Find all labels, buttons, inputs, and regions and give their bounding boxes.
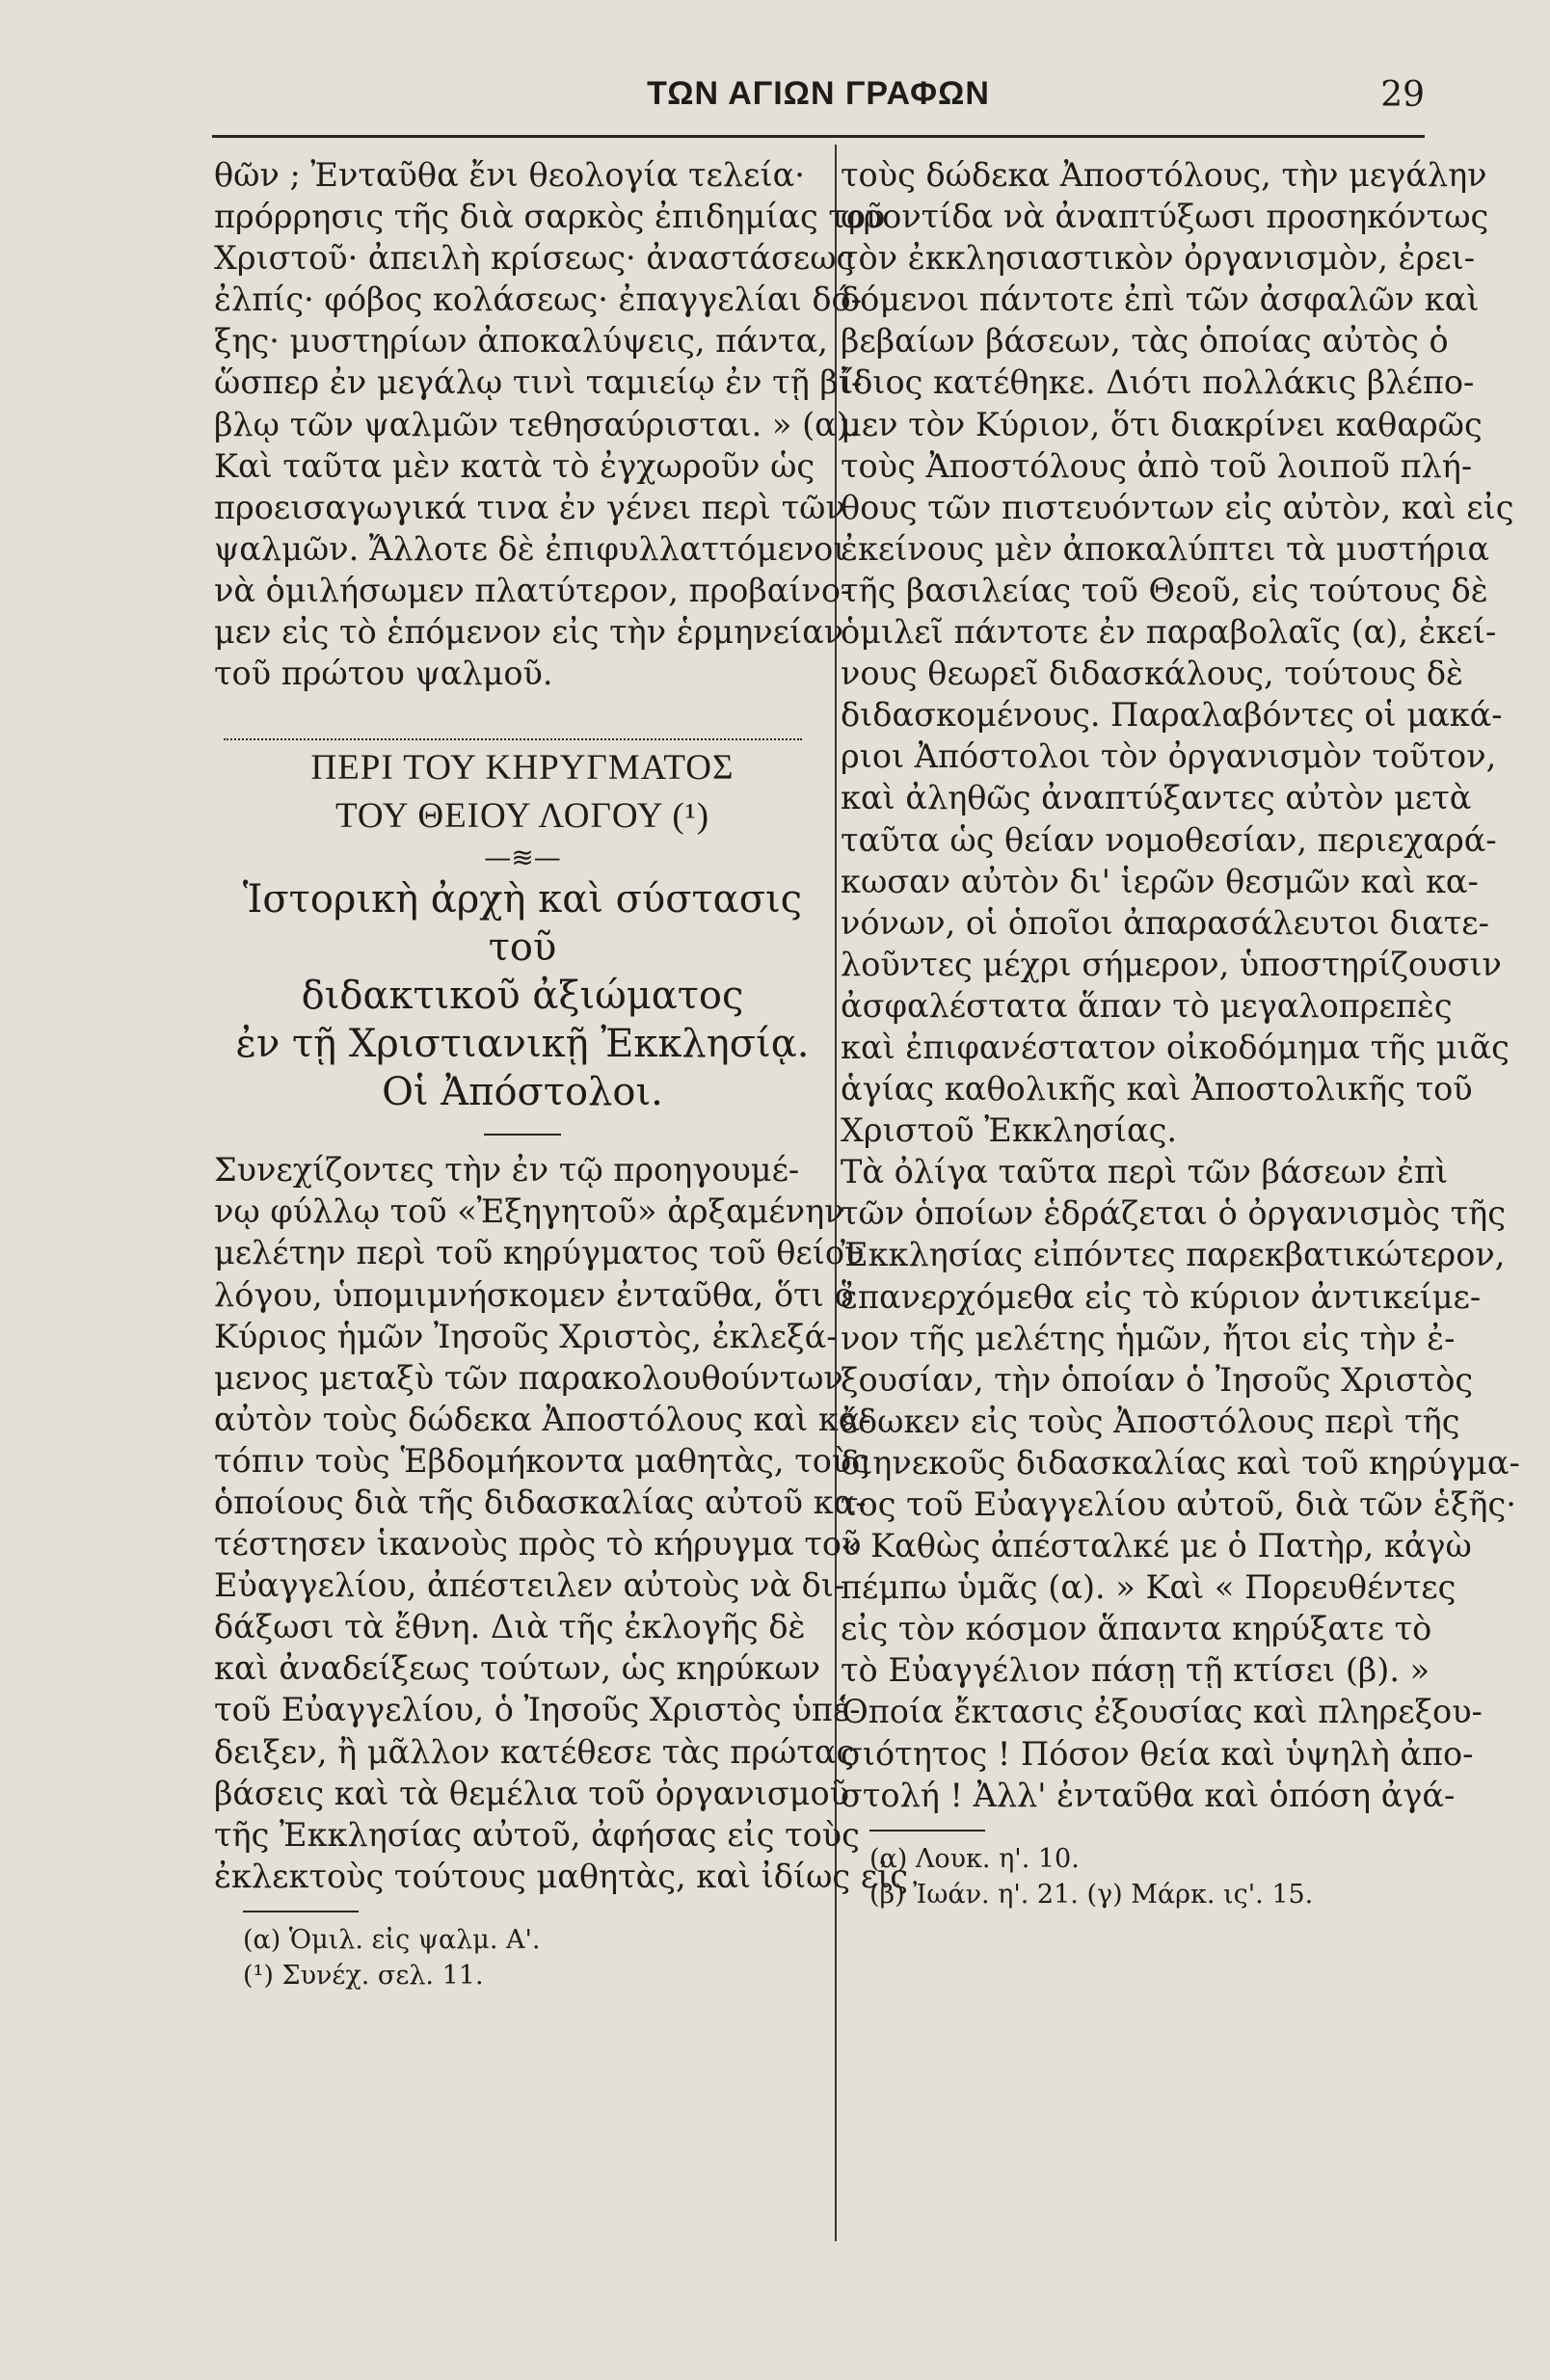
text-line: διδασκομένους. Παραλαβόντες οἱ μακά- <box>841 696 1503 735</box>
section-divider-wavy-rule <box>224 702 802 740</box>
text-line: « Καθὼς ἀπέσταλκέ με ὁ Πατὴρ, κἀγὼ <box>841 1527 1472 1565</box>
right-body-paragraph <box>841 154 1520 1816</box>
text-line: δειξεν, ἢ μᾶλλον κατέθεσε τὰς πρώτας <box>214 1732 855 1771</box>
text-line: σιότητος ! Πόσον θεία καὶ ὑψηλὴ ἀπο- <box>841 1734 1474 1773</box>
text-line: τῆς Ἐκκλησίας αὐτοῦ, ἀφήσας εἰς τοὺς <box>214 1815 860 1854</box>
running-title: ΤΩΝ ΑΓΙΩΝ ΓΡΑΦΩΝ <box>647 75 990 112</box>
text-line: ἐκείνους μὲν ἀποκαλύπτει τὰ μυστήρια <box>841 529 1489 568</box>
text-line: νῳ φύλλῳ τοῦ «Ἐξηγητοῦ» ἀρξαμένην <box>214 1192 844 1231</box>
text-line: ψαλμῶν. Ἄλλοτε δὲ ἐπιφυλλαττόμενοι <box>214 529 846 568</box>
text-line: ὥσπερ ἐν μεγάλῳ τινὶ ταμιείῳ ἐν τῇ βί- <box>214 363 863 402</box>
text-line: Ἐκκλησίας εἰπόντες παρεκβατικώτερον, <box>841 1236 1506 1274</box>
text-line: Καὶ ταῦτα μὲν κατὰ τὸ ἐγχωροῦν ὡς <box>214 446 815 485</box>
text-line: προεισαγωγικά τινα ἐν γένει περὶ τῶν <box>214 488 845 526</box>
text-line: καὶ ἐπιφανέστατον οἰκοδόμημα τῆς μιᾶς <box>841 1028 1510 1066</box>
text-line: ἀσφαλέστατα ἅπαν τὸ μεγαλοπρεπὲς <box>841 986 1453 1025</box>
text-line: τῶν ὁποίων ἑδράζεται ὁ ὀργανισμὸς τῆς <box>841 1194 1507 1233</box>
text-line: ἐπανερχόμεθα εἰς τὸ κύριον ἀντικείμε- <box>841 1277 1482 1316</box>
text-line: νὰ ὁμιλήσωμεν πλατύτερον, προβαίνο- <box>214 571 852 609</box>
text-line: ἐλπίς· φόβος κολάσεως· ἐπαγγελίαι δό- <box>214 281 862 319</box>
footnote: (α) Λουκ. η'. 10. <box>869 1843 1080 1874</box>
text-line: θῶν ; Ἐνταῦθα ἔνι θεολογία τελεία· <box>214 156 805 194</box>
text-line: πέμπω ὑμᾶς (α). » Καὶ « Πορευθέντες <box>841 1568 1456 1607</box>
text-line: νόνων, οἱ ὁποῖοι ἀπαρασάλευτοι διατε- <box>841 903 1489 942</box>
text-line: βάσεις καὶ τὰ θεμέλια τοῦ ὀργανισμοῦ <box>214 1774 850 1812</box>
text-line: τοὺς Ἀποστόλους ἀπὸ τοῦ λοιποῦ πλή- <box>841 446 1473 485</box>
text-line: λοῦντες μέχρι σήμερον, ὑποστηρίζουσιν <box>841 945 1502 983</box>
left-column <box>214 154 909 1993</box>
text-line: μενος μεταξὺ τῶν παρακολουθούντων <box>214 1358 843 1397</box>
text-line: τοῦ Εὐαγγελίου, ὁ Ἰησοῦς Χριστὸς ὑπέ- <box>214 1691 861 1729</box>
text-line: τέστησεν ἱκανοὺς πρὸς τὸ κήρυγμα τοῦ <box>214 1525 862 1564</box>
text-line: στολή ! Ἀλλ' ἐνταῦθα καὶ ὁπόση ἀγά- <box>841 1776 1456 1814</box>
page-number: 29 <box>1380 75 1425 115</box>
running-head <box>212 75 1425 123</box>
text-line: μεν τὸν Κύριον, ὅτι διακρίνει καθαρῶς <box>841 405 1483 443</box>
footnote-rule-left <box>243 1911 359 1912</box>
text-line: βλῳ τῶν ψαλμῶν τεθησαύρισται. » (α). <box>214 405 860 443</box>
text-line: Ὁποία ἔκτασις ἐξουσίας καὶ πληρεξου- <box>841 1693 1483 1731</box>
text-line: τῆς βασιλείας τοῦ Θεοῦ, εἰς τούτους δὲ <box>841 571 1488 609</box>
header-rule <box>212 135 1425 138</box>
section-heading-line-2: ΤΟΥ ΘΕΙΟΥ ΛΟΓΟΥ (¹) <box>334 796 710 837</box>
text-line: βεβαίων βάσεων, τὰς ὁποίας αὐτὸς ὁ <box>841 322 1449 361</box>
footnote: (β) Ἰωάν. η'. 21. (γ) Μάρκ. ις'. 15. <box>869 1879 1314 1910</box>
ornament: —≋— <box>484 842 561 874</box>
text-line: λόγου, ὑπομιμνήσκομεν ἐνταῦθα, ὅτι ὁ <box>214 1275 854 1314</box>
text-line: Τὰ ὀλίγα ταῦτα περὶ τῶν βάσεων ἐπὶ <box>841 1153 1449 1191</box>
text-line: καὶ ἀναδείξεως τούτων, ὡς κηρύκων <box>214 1649 821 1688</box>
text-line: τοῦ πρώτου ψαλμοῦ. <box>214 655 553 693</box>
text-line: ὁμιλεῖ πάντοτε ἐν παραβολαῖς (α), ἐκεί- <box>841 613 1497 652</box>
text-line: Χριστοῦ· ἀπειλὴ κρίσεως· ἀναστάσεως <box>214 239 855 278</box>
text-line: κωσαν αὐτὸν δι' ἱερῶν θεσμῶν καὶ κα- <box>841 862 1479 900</box>
subheading-line: Ἱστορικὴ ἀρχὴ καὶ σύστασις τοῦ <box>242 877 803 971</box>
text-line: δόμενοι πάντοτε ἐπὶ τῶν ἀσφαλῶν καὶ <box>841 281 1480 319</box>
footnote: (¹) Συνέχ. σελ. 11. <box>243 1960 484 1991</box>
subheading-line: ἐν τῇ Χριστιανικῇ Ἐκκλησίᾳ. <box>235 1022 810 1067</box>
subheading <box>214 875 831 1116</box>
text-line: Συνεχίζοντες τὴν ἐν τῷ προηγουμέ- <box>214 1151 800 1190</box>
text-line: νους θεωρεῖ διδασκάλους, τούτους δὲ <box>841 655 1464 693</box>
left-footnotes <box>214 1922 831 1993</box>
text-line: τὸν ἐκκλησιαστικὸν ὀργανισμὸν, ἐρει- <box>841 239 1476 278</box>
text-line: νον τῆς μελέτης ἡμῶν, ἤτοι εἰς τὴν ἐ- <box>841 1319 1456 1357</box>
text-line: τόπιν τοὺς Ἑβδομήκοντα μαθητὰς, τοὺς <box>214 1441 870 1480</box>
footnote: (α) Ὁμιλ. εἰς ψαλμ. Α'. <box>243 1924 541 1955</box>
text-line: εἰς τὸν κόσμον ἅπαντα κηρύξατε τὸ <box>841 1610 1432 1648</box>
text-line: ριοι Ἀπόστολοι τὸν ὀργανισμὸν τοῦτον, <box>841 737 1497 776</box>
text-line: ἔδωκεν εἰς τοὺς Ἀποστόλους περὶ τῆς <box>841 1402 1460 1440</box>
text-line: ἐκλεκτοὺς τούτους μαθητὰς, καὶ ἰδίως εἰς <box>214 1857 909 1895</box>
text-line: δάξωσι τὰ ἔθνη. Διὰ τῆς ἐκλογῆς δὲ <box>214 1608 806 1646</box>
text-line: μεν εἰς τὸ ἑπόμενον εἰς τὴν ἑρμηνείαν <box>214 613 844 652</box>
text-line: ὁποίους διὰ τῆς διδασκαλίας αὐτοῦ κα- <box>214 1483 867 1521</box>
right-footnotes <box>841 1841 1438 1912</box>
text-line: τοὺς δώδεκα Ἀποστόλους, τὴν μεγάλην <box>841 156 1487 194</box>
text-line: τος τοῦ Εὐαγγελίου αὐτοῦ, διὰ τῶν ἑξῆς· <box>841 1485 1516 1523</box>
text-line: τὸ Εὐαγγέλιον πάσῃ τῇ κτίσει (β). » <box>841 1651 1430 1690</box>
text-line: Χριστοῦ Ἐκκλησίας. <box>841 1111 1178 1150</box>
text-line: Εὐαγγελίου, ἀπέστειλεν αὐτοὺς νὰ δι- <box>214 1566 845 1605</box>
text-line: Κύριος ἡμῶν Ἰησοῦς Χριστὸς, ἐκλεξά- <box>214 1317 838 1355</box>
left-top-paragraph <box>214 154 886 694</box>
text-line: ταῦτα ὡς θείαν νομοθεσίαν, περιεχαρά- <box>841 820 1497 859</box>
subheading-line: διδακτικοῦ ἀξιώματος <box>301 974 744 1019</box>
text-line: φροντίδα νὰ ἀναπτύξωσι προσηκόντως <box>841 198 1489 236</box>
text-line: ξουσίαν, τὴν ὁποίαν ὁ Ἰησοῦς Χριστὸς <box>841 1360 1474 1399</box>
left-body-paragraph <box>214 1149 909 1897</box>
subheading-line: Οἱ Ἀπόστολοι. <box>382 1070 663 1115</box>
section-heading-line-1: ΠΕΡΙ ΤΟΥ ΚΗΡΥΓΜΑΤΟΣ <box>310 748 735 789</box>
text-line: ἴδιος κατέθηκε. Διότι πολλάκις βλέπο- <box>841 363 1475 402</box>
text-line: αὐτὸν τοὺς δώδεκα Ἀποστόλους καὶ κα- <box>214 1400 871 1438</box>
text-line: καὶ ἀληθῶς ἀναπτύξαντες αὐτὸν μετὰ <box>841 779 1472 817</box>
text-line: μελέτην περὶ τοῦ κηρύγματος τοῦ θείου <box>214 1234 865 1272</box>
text-line: διηνεκοῦς διδασκαλίας καὶ τοῦ κηρύγμα- <box>841 1443 1520 1482</box>
subheading-rule <box>484 1134 561 1136</box>
text-line: ξης· μυστηρίων ἀποκαλύψεις, πάντα, <box>214 322 828 361</box>
right-column <box>841 154 1520 1912</box>
footnote-rule-right <box>869 1830 985 1832</box>
text-line: θους τῶν πιστευόντων εἰς αὐτὸν, καὶ εἰς <box>841 488 1514 526</box>
text-line: ἁγίας καθολικῆς καὶ Ἀποστολικῆς τοῦ <box>841 1070 1473 1109</box>
text-line: πρόρρησις τῆς διὰ σαρκὸς ἐπιδημίας τοῦ <box>214 198 886 236</box>
